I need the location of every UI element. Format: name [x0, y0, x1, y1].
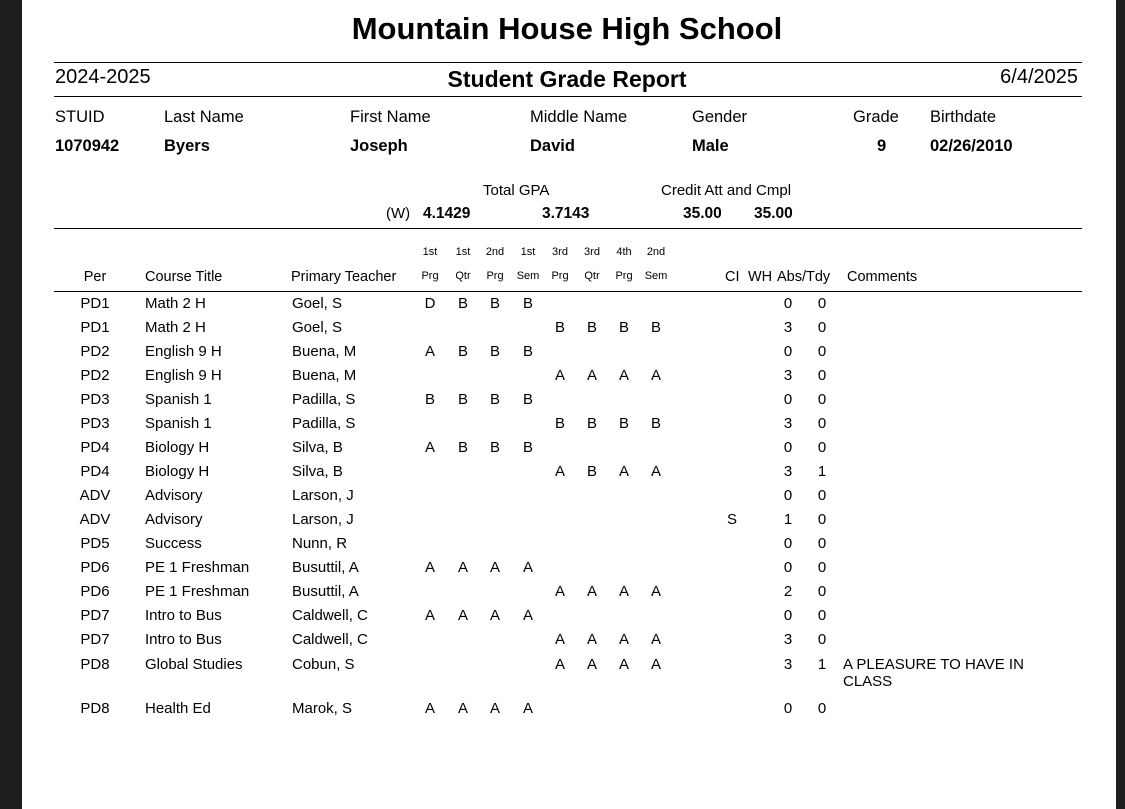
- grade-cell: A: [650, 656, 661, 673]
- course-title-cell: Global Studies: [145, 656, 243, 673]
- table-row: [22, 319, 1116, 343]
- grade-cell: A: [554, 367, 565, 384]
- teacher-cell: Padilla, S: [292, 415, 356, 432]
- grade-cell: A: [522, 700, 533, 717]
- teacher-cell: Cobun, S: [292, 656, 355, 673]
- grade-col-top: 2nd: [646, 246, 666, 258]
- table-row: [22, 656, 1116, 690]
- grade-cell: A: [586, 367, 597, 384]
- period-cell: PD3: [80, 391, 110, 408]
- gender-value: Male: [692, 137, 729, 155]
- period-cell: ADV: [79, 487, 111, 504]
- credit-attempted: 35.00: [683, 205, 722, 222]
- birthdate-label: Birthdate: [930, 108, 997, 126]
- divider: [54, 291, 1082, 292]
- grade-col-top: 1st: [455, 246, 471, 258]
- absences-cell: 3: [783, 656, 793, 673]
- course-title-cell: Success: [145, 535, 202, 552]
- weighted-gpa: 4.1429: [423, 205, 471, 222]
- period-cell: PD4: [80, 439, 110, 456]
- middle-name-value: David: [530, 137, 575, 155]
- table-row: [22, 511, 1116, 535]
- grade-cell: B: [489, 391, 500, 408]
- period-cell: PD3: [80, 415, 110, 432]
- course-title-cell: PE 1 Freshman: [145, 559, 250, 576]
- grade-cell: A: [424, 559, 435, 576]
- teacher-cell: Padilla, S: [292, 391, 356, 408]
- grade-cell: A: [457, 607, 468, 624]
- tardies-cell: 0: [817, 535, 827, 552]
- period-cell: PD6: [80, 583, 110, 600]
- grade-cell: B: [457, 295, 468, 312]
- grade-cell: A: [618, 656, 629, 673]
- course-title-cell: English 9 H: [145, 343, 222, 360]
- grade-cell: A: [650, 463, 661, 480]
- period-cell: PD8: [80, 656, 110, 673]
- absences-cell: 3: [783, 367, 793, 384]
- grade-cell: B: [522, 343, 533, 360]
- divider: [54, 228, 1082, 229]
- course-title-cell: Math 2 H: [145, 319, 206, 336]
- teacher-cell: Goel, S: [292, 319, 343, 336]
- teacher-cell: Larson, J: [292, 487, 354, 504]
- teacher-cell: Caldwell, C: [292, 607, 368, 624]
- grade-col-top: 1st: [422, 246, 438, 258]
- tardies-cell: 0: [817, 559, 827, 576]
- comment-cell: A PLEASURE TO HAVE IN CLASS: [843, 656, 1024, 690]
- grade-cell: B: [650, 415, 661, 432]
- course-title-cell: Spanish 1: [145, 415, 212, 432]
- teacher-cell: Buena, M: [292, 367, 357, 384]
- grade-cell: B: [457, 343, 468, 360]
- grade-cell: B: [618, 319, 629, 336]
- divider: [54, 62, 1082, 63]
- grade-col-bottom: Prg: [486, 270, 504, 282]
- grade-cell: A: [424, 607, 435, 624]
- grade-cell: A: [650, 583, 661, 600]
- last-name-label: Last Name: [164, 108, 244, 126]
- period-cell: PD2: [80, 343, 110, 360]
- tardies-cell: 1: [817, 656, 827, 673]
- grade-cell: A: [457, 559, 468, 576]
- grade-cell: B: [424, 391, 435, 408]
- absences-cell: 3: [783, 463, 793, 480]
- report-title: Student Grade Report: [447, 66, 687, 92]
- grade-cell: B: [457, 439, 468, 456]
- absences-cell: 0: [783, 343, 793, 360]
- grade-cell: A: [522, 559, 533, 576]
- grade-cell: B: [586, 415, 597, 432]
- teacher-cell: Caldwell, C: [292, 631, 368, 648]
- course-title-cell: PE 1 Freshman: [145, 583, 250, 600]
- tardies-cell: 0: [817, 391, 827, 408]
- credit-completed: 35.00: [754, 205, 793, 222]
- grade-cell: B: [522, 391, 533, 408]
- period-cell: PD2: [80, 367, 110, 384]
- grade-col-bottom: Sem: [644, 270, 668, 282]
- grade-cell: B: [457, 391, 468, 408]
- course-title-cell: Advisory: [145, 487, 203, 504]
- grade-col-bottom: Prg: [421, 270, 439, 282]
- absences-cell: 0: [783, 487, 793, 504]
- grade-value: 9: [877, 137, 887, 155]
- grade-col-top: 4th: [616, 246, 632, 258]
- middle-name-label: Middle Name: [530, 108, 628, 126]
- table-row: [22, 415, 1116, 439]
- grade-cell: B: [489, 295, 500, 312]
- grade-cell: B: [554, 415, 565, 432]
- unweighted-gpa: 3.7143: [542, 205, 590, 222]
- tardies-cell: 0: [817, 487, 827, 504]
- teacher-header: Primary Teacher: [291, 269, 397, 285]
- ci-header: CI: [725, 269, 740, 285]
- report-page: [22, 0, 1116, 809]
- first-name-label: First Name: [350, 108, 431, 126]
- grade-cell: A: [586, 583, 597, 600]
- grade-cell: A: [424, 439, 435, 456]
- teacher-cell: Silva, B: [292, 439, 343, 456]
- teacher-cell: Larson, J: [292, 511, 354, 528]
- grade-col-top: 1st: [520, 246, 536, 258]
- absences-cell: 0: [783, 559, 793, 576]
- absences-cell: 0: [783, 607, 793, 624]
- table-row: [22, 463, 1116, 487]
- period-cell: PD4: [80, 463, 110, 480]
- grade-cell: D: [424, 295, 436, 312]
- grade-cell: A: [554, 583, 565, 600]
- tardies-cell: 0: [817, 607, 827, 624]
- stuid-value: 1070942: [55, 137, 120, 155]
- course-title-cell: Advisory: [145, 511, 203, 528]
- grade-cell: B: [586, 319, 597, 336]
- period-cell: ADV: [79, 511, 111, 528]
- absences-cell: 3: [783, 631, 793, 648]
- period-cell: PD7: [80, 631, 110, 648]
- absences-cell: 3: [783, 415, 793, 432]
- table-row: [22, 295, 1116, 319]
- course-title-cell: Intro to Bus: [145, 607, 222, 624]
- absences-cell: 0: [783, 391, 793, 408]
- grade-cell: B: [489, 439, 500, 456]
- period-cell: PD5: [80, 535, 110, 552]
- period-cell: PD8: [80, 700, 110, 717]
- course-title-cell: Biology H: [145, 439, 210, 456]
- birthdate-value: 02/26/2010: [930, 137, 1013, 155]
- grade-cell: A: [586, 656, 597, 673]
- period-cell: PD1: [80, 295, 110, 312]
- course-title-cell: Health Ed: [145, 700, 211, 717]
- abs-tdy-header: Abs/Tdy: [777, 269, 831, 285]
- wh-header: WH: [748, 269, 773, 285]
- teacher-cell: Busuttil, A: [292, 583, 359, 600]
- weighted-marker: (W): [386, 205, 411, 222]
- grade-cell: A: [489, 700, 500, 717]
- tardies-cell: 0: [817, 583, 827, 600]
- tardies-cell: 0: [817, 631, 827, 648]
- absences-cell: 0: [783, 700, 793, 717]
- grade-label: Grade: [853, 108, 899, 126]
- absences-cell: 1: [783, 511, 793, 528]
- grade-col-bottom: Qtr: [455, 270, 471, 282]
- grade-cell: B: [489, 343, 500, 360]
- gpa-label: Total GPA: [483, 182, 550, 199]
- grade-col-bottom: Prg: [551, 270, 569, 282]
- teacher-cell: Nunn, R: [292, 535, 348, 552]
- course-title-cell: Intro to Bus: [145, 631, 222, 648]
- grade-cell: A: [650, 631, 661, 648]
- school-name: Mountain House High School: [351, 11, 783, 46]
- table-row: [22, 631, 1116, 655]
- table-row: [22, 391, 1116, 415]
- tardies-cell: 0: [817, 511, 827, 528]
- grade-cell: B: [650, 319, 661, 336]
- tardies-cell: 0: [817, 367, 827, 384]
- grade-cell: A: [489, 607, 500, 624]
- table-row: [22, 487, 1116, 511]
- course-header: Course Title: [145, 269, 223, 285]
- grade-cell: A: [650, 367, 661, 384]
- grade-cell: A: [457, 700, 468, 717]
- absences-cell: 0: [783, 295, 793, 312]
- comments-header: Comments: [847, 269, 918, 285]
- tardies-cell: 1: [817, 463, 827, 480]
- tardies-cell: 0: [817, 415, 827, 432]
- table-row: [22, 583, 1116, 607]
- teacher-cell: Goel, S: [292, 295, 343, 312]
- table-row: [22, 535, 1116, 559]
- divider: [54, 96, 1082, 97]
- tardies-cell: 0: [817, 295, 827, 312]
- course-title-cell: Math 2 H: [145, 295, 206, 312]
- grade-cell: A: [618, 367, 629, 384]
- grade-col-bottom: Qtr: [584, 270, 600, 282]
- grade-col-bottom: Sem: [516, 270, 540, 282]
- tardies-cell: 0: [817, 343, 827, 360]
- grade-cell: A: [424, 343, 435, 360]
- grade-cell: A: [489, 559, 500, 576]
- teacher-cell: Silva, B: [292, 463, 343, 480]
- grade-cell: B: [522, 295, 533, 312]
- first-name-value: Joseph: [350, 137, 408, 155]
- grade-cell: A: [618, 631, 629, 648]
- credit-label: Credit Att and Cmpl: [661, 182, 792, 199]
- grade-col-top: 3rd: [552, 246, 568, 258]
- period-cell: PD7: [80, 607, 110, 624]
- course-title-cell: Spanish 1: [145, 391, 212, 408]
- table-row: [22, 559, 1116, 583]
- grade-cell: A: [522, 607, 533, 624]
- teacher-cell: Buena, M: [292, 343, 357, 360]
- tardies-cell: 0: [817, 439, 827, 456]
- grade-cell: A: [554, 463, 565, 480]
- grade-cell: A: [586, 631, 597, 648]
- grade-col-bottom: Prg: [615, 270, 633, 282]
- grade-cell: A: [618, 583, 629, 600]
- tardies-cell: 0: [817, 319, 827, 336]
- period-cell: PD6: [80, 559, 110, 576]
- period-cell: PD1: [80, 319, 110, 336]
- grade-cell: B: [554, 319, 565, 336]
- ci-cell: S: [726, 511, 737, 528]
- course-title-cell: English 9 H: [145, 367, 222, 384]
- per-header: Per: [83, 269, 107, 285]
- grade-cell: A: [618, 463, 629, 480]
- course-title-cell: Biology H: [145, 463, 210, 480]
- grade-col-top: 3rd: [584, 246, 600, 258]
- tardies-cell: 0: [817, 700, 827, 717]
- table-row: [22, 343, 1116, 367]
- absences-cell: 0: [783, 535, 793, 552]
- report-date: 6/4/2025: [1000, 66, 1078, 88]
- stuid-label: STUID: [55, 108, 105, 126]
- teacher-cell: Marok, S: [292, 700, 353, 717]
- absences-cell: 3: [783, 319, 793, 336]
- gender-label: Gender: [692, 108, 748, 126]
- teacher-cell: Busuttil, A: [292, 559, 359, 576]
- grade-cell: B: [586, 463, 597, 480]
- last-name-value: Byers: [164, 137, 210, 155]
- school-year: 2024-2025: [55, 66, 151, 88]
- grade-cell: B: [618, 415, 629, 432]
- absences-cell: 0: [783, 439, 793, 456]
- grade-cell: B: [522, 439, 533, 456]
- absences-cell: 2: [783, 583, 793, 600]
- table-row: [22, 607, 1116, 631]
- table-row: [22, 700, 1116, 724]
- table-row: [22, 367, 1116, 391]
- grade-col-top: 2nd: [485, 246, 505, 258]
- grade-cell: A: [554, 656, 565, 673]
- grade-cell: A: [554, 631, 565, 648]
- grade-cell: A: [424, 700, 435, 717]
- table-row: [22, 439, 1116, 463]
